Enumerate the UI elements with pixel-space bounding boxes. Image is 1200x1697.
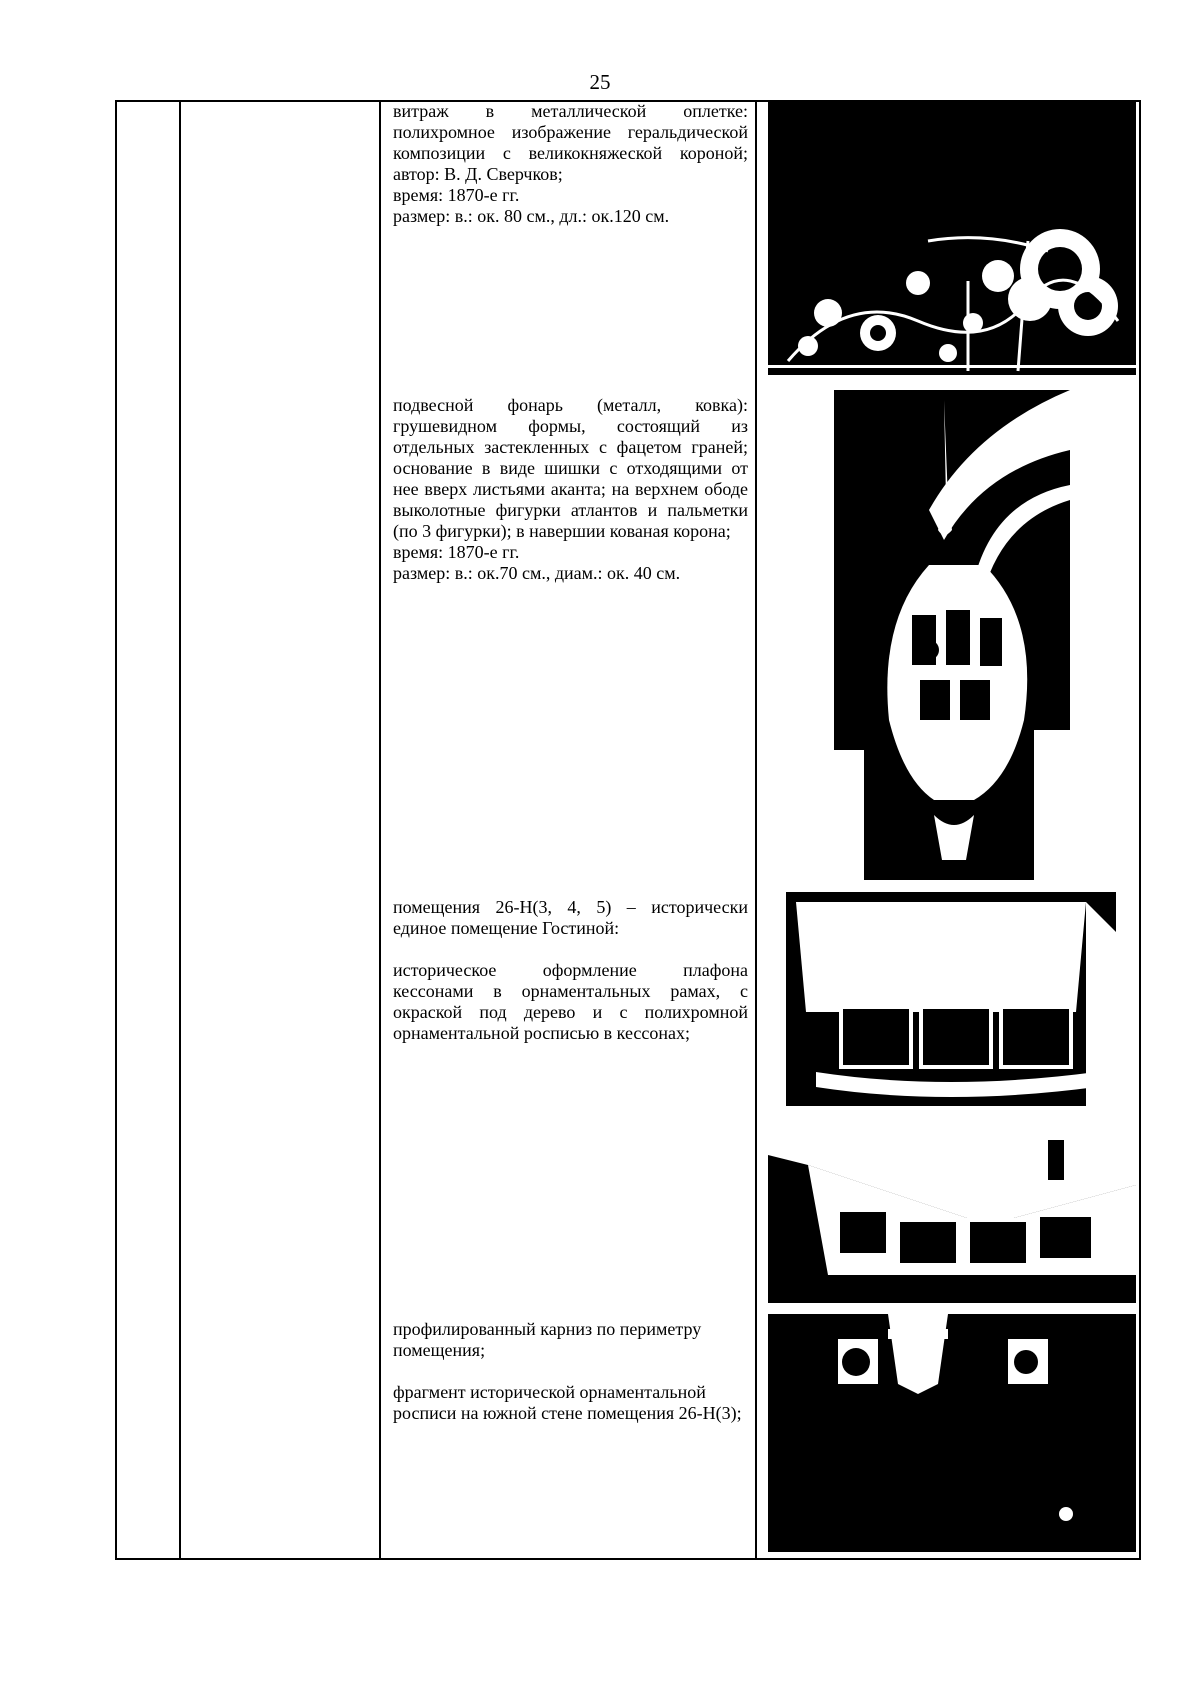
cornice-painting-photo	[768, 1314, 1136, 1552]
entry-description: витраж в металлической оплетке: полихромное изображение геральдической композиции с великокняжеской короной; автор: В. Д. Сверчков;	[393, 101, 748, 184]
entry-date: время: 1870-е гг.	[393, 542, 520, 562]
entry-description: историческое оформление плафона кессонами в орнаментальных рамах, с окраской под дерево и с полихромной орнаментальной росписью в кессонах;	[393, 960, 748, 1043]
column-divider-1	[179, 102, 181, 1558]
entry-date: время: 1870-е гг.	[393, 185, 520, 205]
entry-ceiling-text	[393, 897, 748, 1044]
column-divider-3	[755, 102, 757, 1558]
entry-description: подвесной фонарь (металл, ковка): грушевидном формы, состоящий из отдельных застекленных с фацетом граней; основание в виде шишки с отходящими от нее вверх листьями аканта; на верхнем ободе выколотные фигурки атлантов и пальметки (по 3 фигурки); в навершии кованая корона;	[393, 395, 748, 541]
entry-wall-painting: фрагмент исторической орнаментальной росписи на южной стене помещения 26-Н(3);	[393, 1382, 742, 1423]
ceiling-coffers-photo-1	[786, 892, 1116, 1106]
entry-size: размер: в.: ок. 80 см., дл.: ок.120 см.	[393, 206, 670, 226]
entry-stained-glass-text	[393, 101, 748, 227]
page-number: 25	[589, 70, 611, 94]
ceiling-coffers-photo-2	[768, 1125, 1136, 1303]
entry-lantern-text	[393, 395, 748, 584]
stained-glass-photo	[768, 101, 1136, 375]
column-divider-2	[379, 102, 381, 1558]
entry-cornice-text	[393, 1319, 748, 1424]
entry-size: размер: в.: ок.70 см., диам.: ок. 40 см.	[393, 563, 681, 583]
entry-location: помещения 26-Н(3, 4, 5) – исторически единое помещение Гостиной:	[393, 897, 748, 938]
lantern-photo	[834, 390, 1070, 880]
entry-cornice: профилированный карниз по периметру помещения;	[393, 1319, 702, 1360]
